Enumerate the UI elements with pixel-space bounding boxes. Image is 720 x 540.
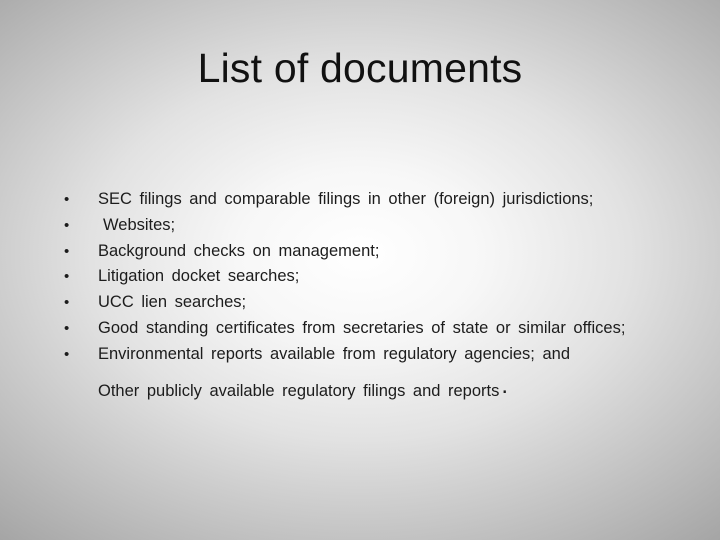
- list-item: [64, 187, 704, 213]
- bullet-marker: •: [64, 294, 70, 312]
- bullet-marker: •: [64, 191, 70, 208]
- list-item: [64, 264, 704, 290]
- bullet-marker: •: [64, 268, 70, 286]
- list-item: [64, 342, 704, 368]
- bullet-marker: •: [64, 319, 70, 337]
- bullet-list: [64, 187, 704, 368]
- bullet-marker: •: [64, 345, 70, 363]
- bullet-text: Good standing certificates from secretaries of state or similar offices;: [98, 318, 626, 337]
- bullet-text: Environmental reports available from regulatory agencies; and: [98, 344, 570, 363]
- trailing-period: .: [501, 372, 509, 399]
- bullet-text: Websites;: [103, 215, 176, 234]
- bullet-text: UCC lien searches;: [98, 293, 247, 312]
- trailing-line: [98, 372, 509, 405]
- list-item: [64, 239, 704, 265]
- trailing-text: Other publicly available regulatory filings and reports: [98, 382, 500, 400]
- list-item: [64, 290, 704, 316]
- slide-title: List of documents: [197, 45, 523, 91]
- bullet-text: Litigation docket searches;: [98, 267, 300, 286]
- bullet-text: Background checks on management;: [98, 241, 380, 260]
- list-item: [64, 316, 704, 342]
- bullet-marker: •: [64, 216, 70, 234]
- bullet-marker: •: [64, 242, 70, 260]
- bullet-text: SEC filings and comparable filings in other (foreign) jurisdictions;: [98, 190, 594, 208]
- list-item: [64, 213, 704, 239]
